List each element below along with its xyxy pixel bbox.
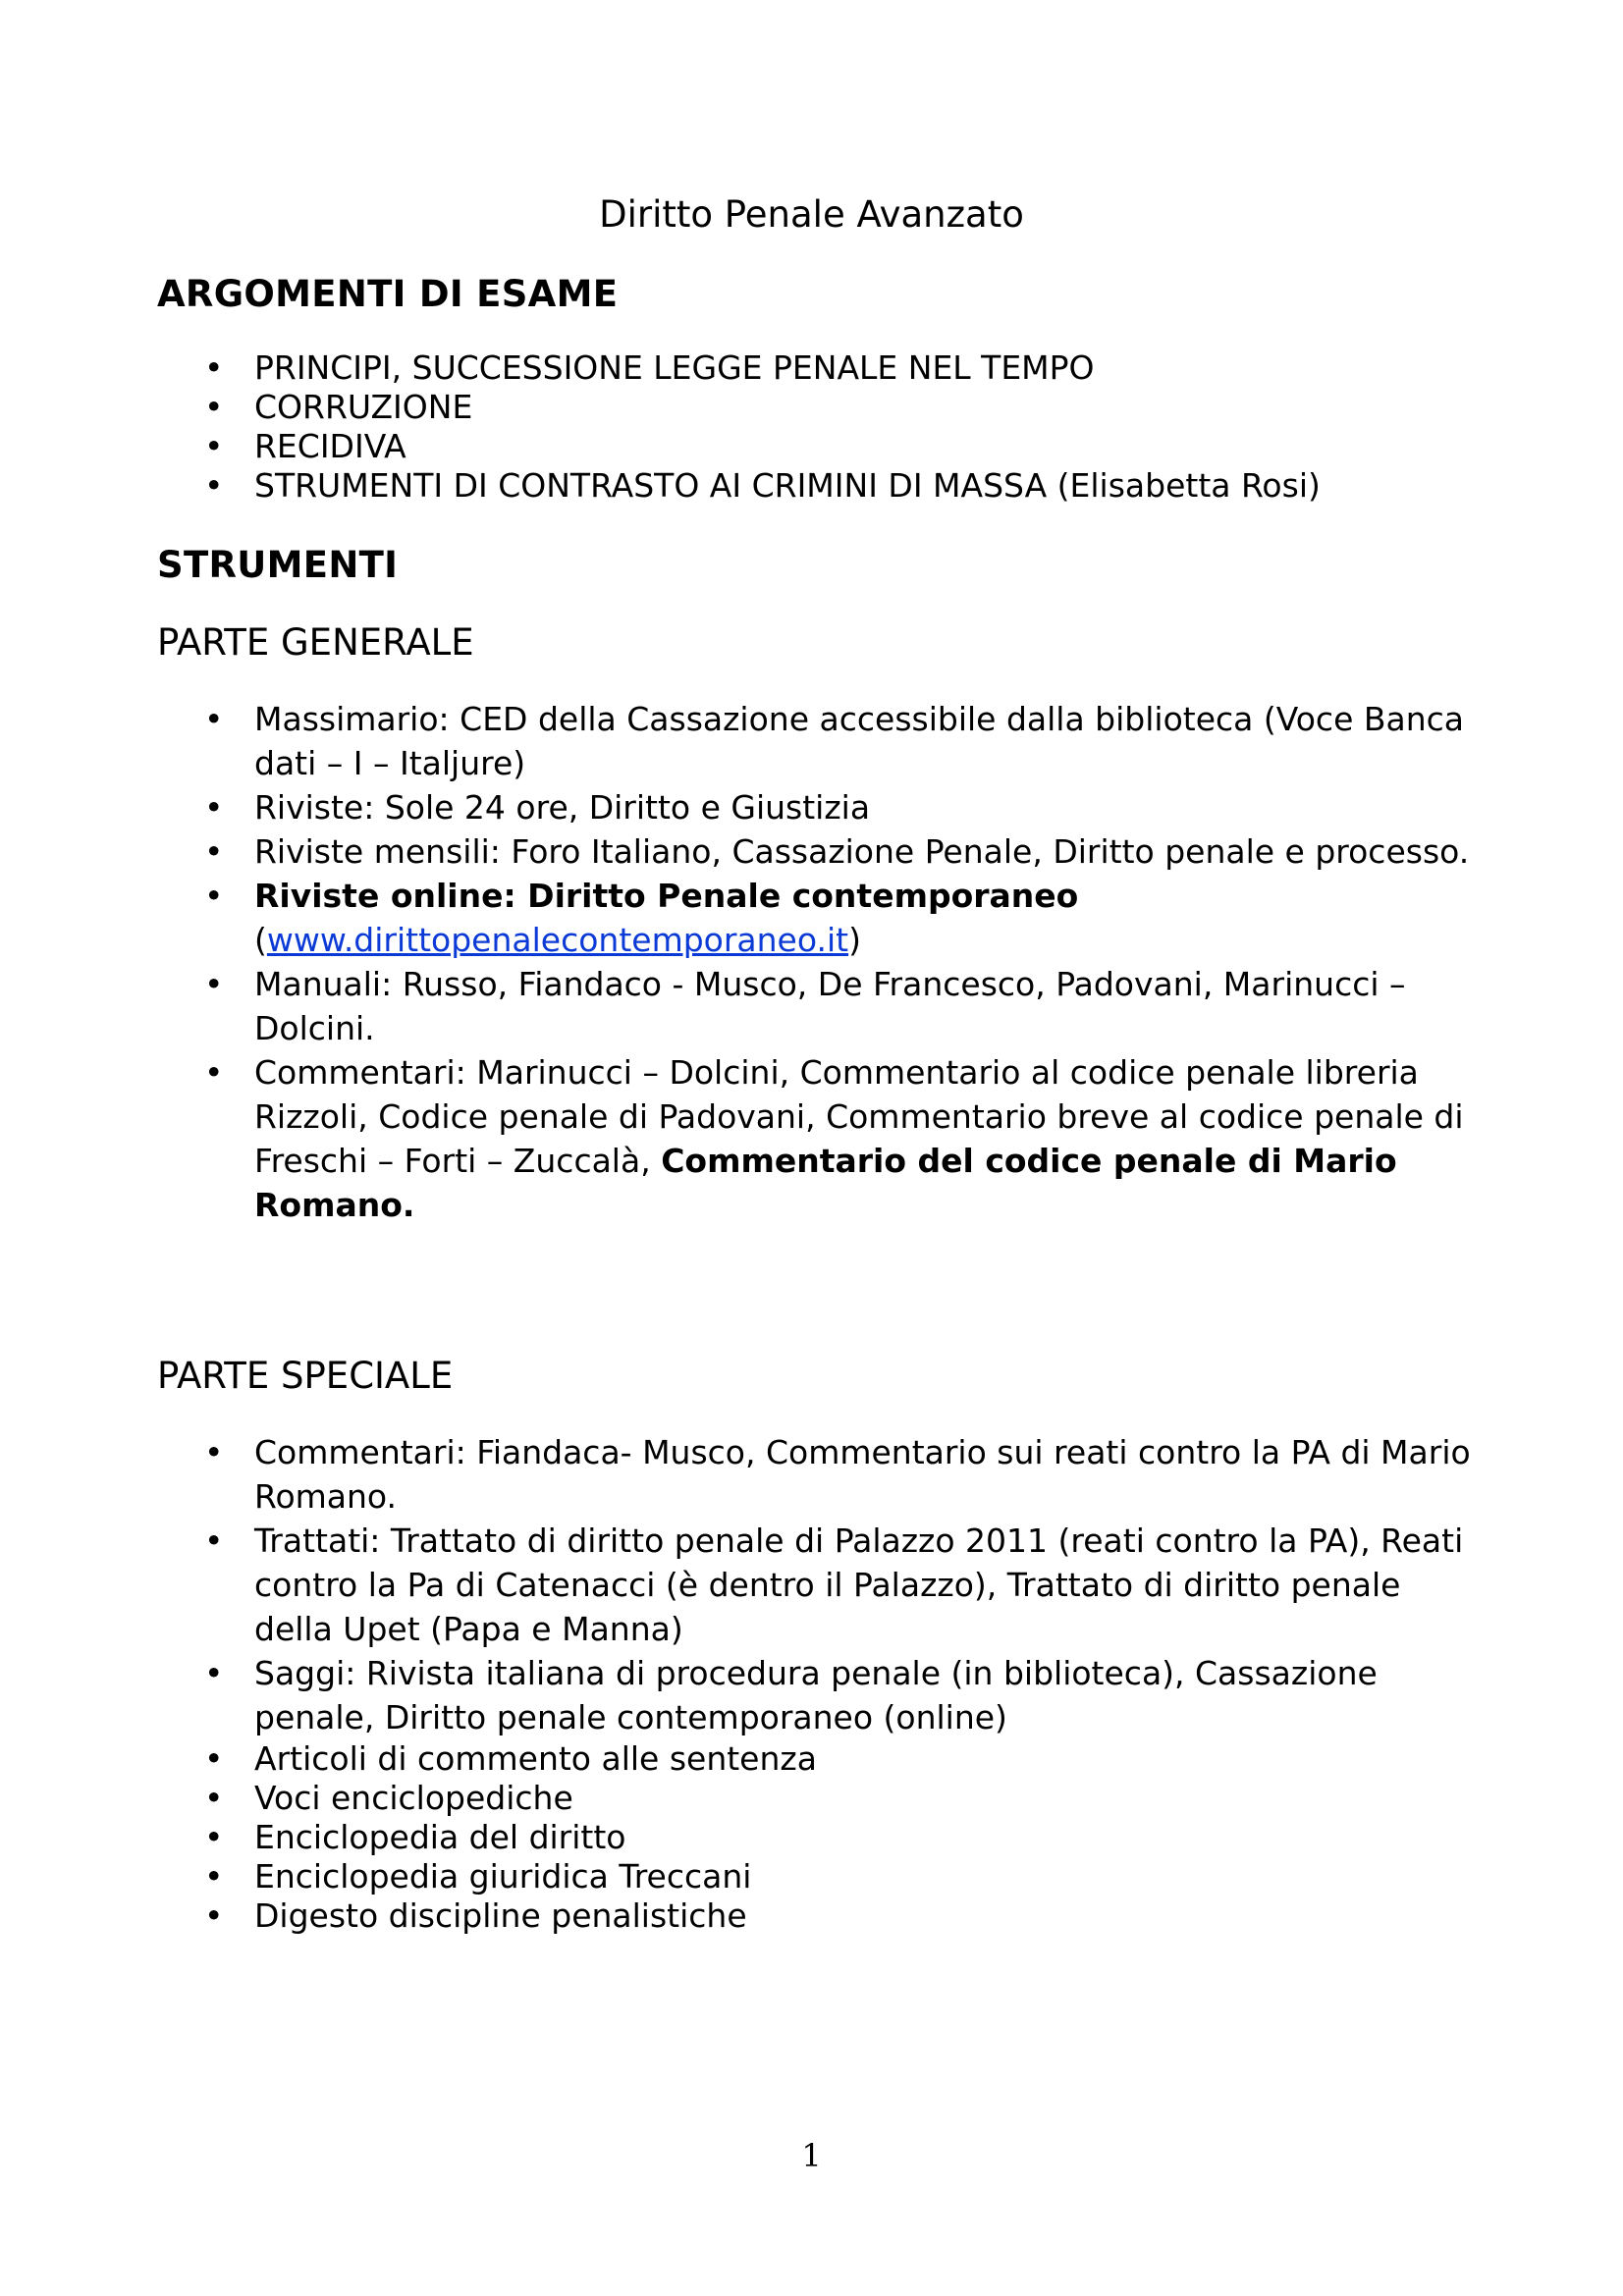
page-number: 1 xyxy=(801,2137,822,2174)
list-item: • Commentari: Fiandaca- Musco, Commentario sui reati contro la PA di Mario Romano. xyxy=(0,1430,1623,1519)
list-item: • Manuali: Russo, Fiandaco - Musco, De Francesco, Padovani, Marinucci – Dolcini. xyxy=(0,962,1623,1050)
paren-close: ) xyxy=(848,921,861,959)
parte-generale-heading: PARTE GENERALE xyxy=(157,621,474,664)
list-item xyxy=(0,874,1623,962)
parte-speciale-list xyxy=(0,1430,1623,1936)
commentari-bold-text: Commentario del codice penale di Mario Romano. xyxy=(254,1142,1397,1224)
document-title: Diritto Penale Avanzato xyxy=(599,193,1024,236)
list-item: • Voci enciclopediche xyxy=(0,1779,1623,1818)
list-item: • CORRUZIONE xyxy=(0,388,1623,427)
paren-open: ( xyxy=(254,921,267,959)
list-item: • RECIDIVA xyxy=(0,427,1623,466)
list-item xyxy=(0,1050,1623,1227)
list-item: • Enciclopedia giuridica Treccani xyxy=(0,1857,1623,1896)
commentari-text: Commentari: Marinucci – Dolcini, Commentario al codice penale libreria Rizzoli, Codice penale di Padovani, Commentario breve al codice penale di Freschi – Forti – Zuccalà, xyxy=(254,1053,1464,1180)
list-item: • Enciclopedia del diritto xyxy=(0,1818,1623,1857)
diritto-penale-contemporaneo-link[interactable]: www.dirittopenalecontemporaneo.it xyxy=(266,921,849,959)
list-item: • Trattati: Trattato di diritto penale di Palazzo 2011 (reati contro la PA), Reati contro la Pa di Catenacci (è dentro il Palazzo), Trattato di diritto penale della Upet (Papa e Manna) xyxy=(0,1519,1623,1651)
list-item: • PRINCIPI, SUCCESSIONE LEGGE PENALE NEL TEMPO xyxy=(0,348,1623,388)
list-item: • Saggi: Rivista italiana di procedura penale (in biblioteca), Cassazione penale, Diritto penale contemporaneo (online) xyxy=(0,1651,1623,1739)
list-item: • Digesto discipline penalistiche xyxy=(0,1896,1623,1936)
argomenti-heading: ARGOMENTI DI ESAME xyxy=(157,273,619,315)
strumenti-heading: STRUMENTI xyxy=(157,544,399,586)
parte-generale-list xyxy=(0,697,1623,1227)
list-item: • Riviste: Sole 24 ore, Diritto e Giustizia xyxy=(0,785,1623,829)
list-item: • Massimario: CED della Cassazione accessibile dalla biblioteca (Voce Banca dati – I – Italjure) xyxy=(0,697,1623,785)
list-item: • STRUMENTI DI CONTRASTO AI CRIMINI DI MASSA (Elisabetta Rosi) xyxy=(0,466,1623,506)
parte-speciale-heading: PARTE SPECIALE xyxy=(157,1355,454,1397)
riviste-online-label: Riviste online: Diritto Penale contemporaneo xyxy=(254,877,1079,915)
argomenti-list xyxy=(0,348,1623,506)
list-item: • Riviste mensili: Foro Italiano, Cassazione Penale, Diritto penale e processo. xyxy=(0,829,1623,874)
list-item: • Articoli di commento alle sentenza xyxy=(0,1739,1623,1779)
